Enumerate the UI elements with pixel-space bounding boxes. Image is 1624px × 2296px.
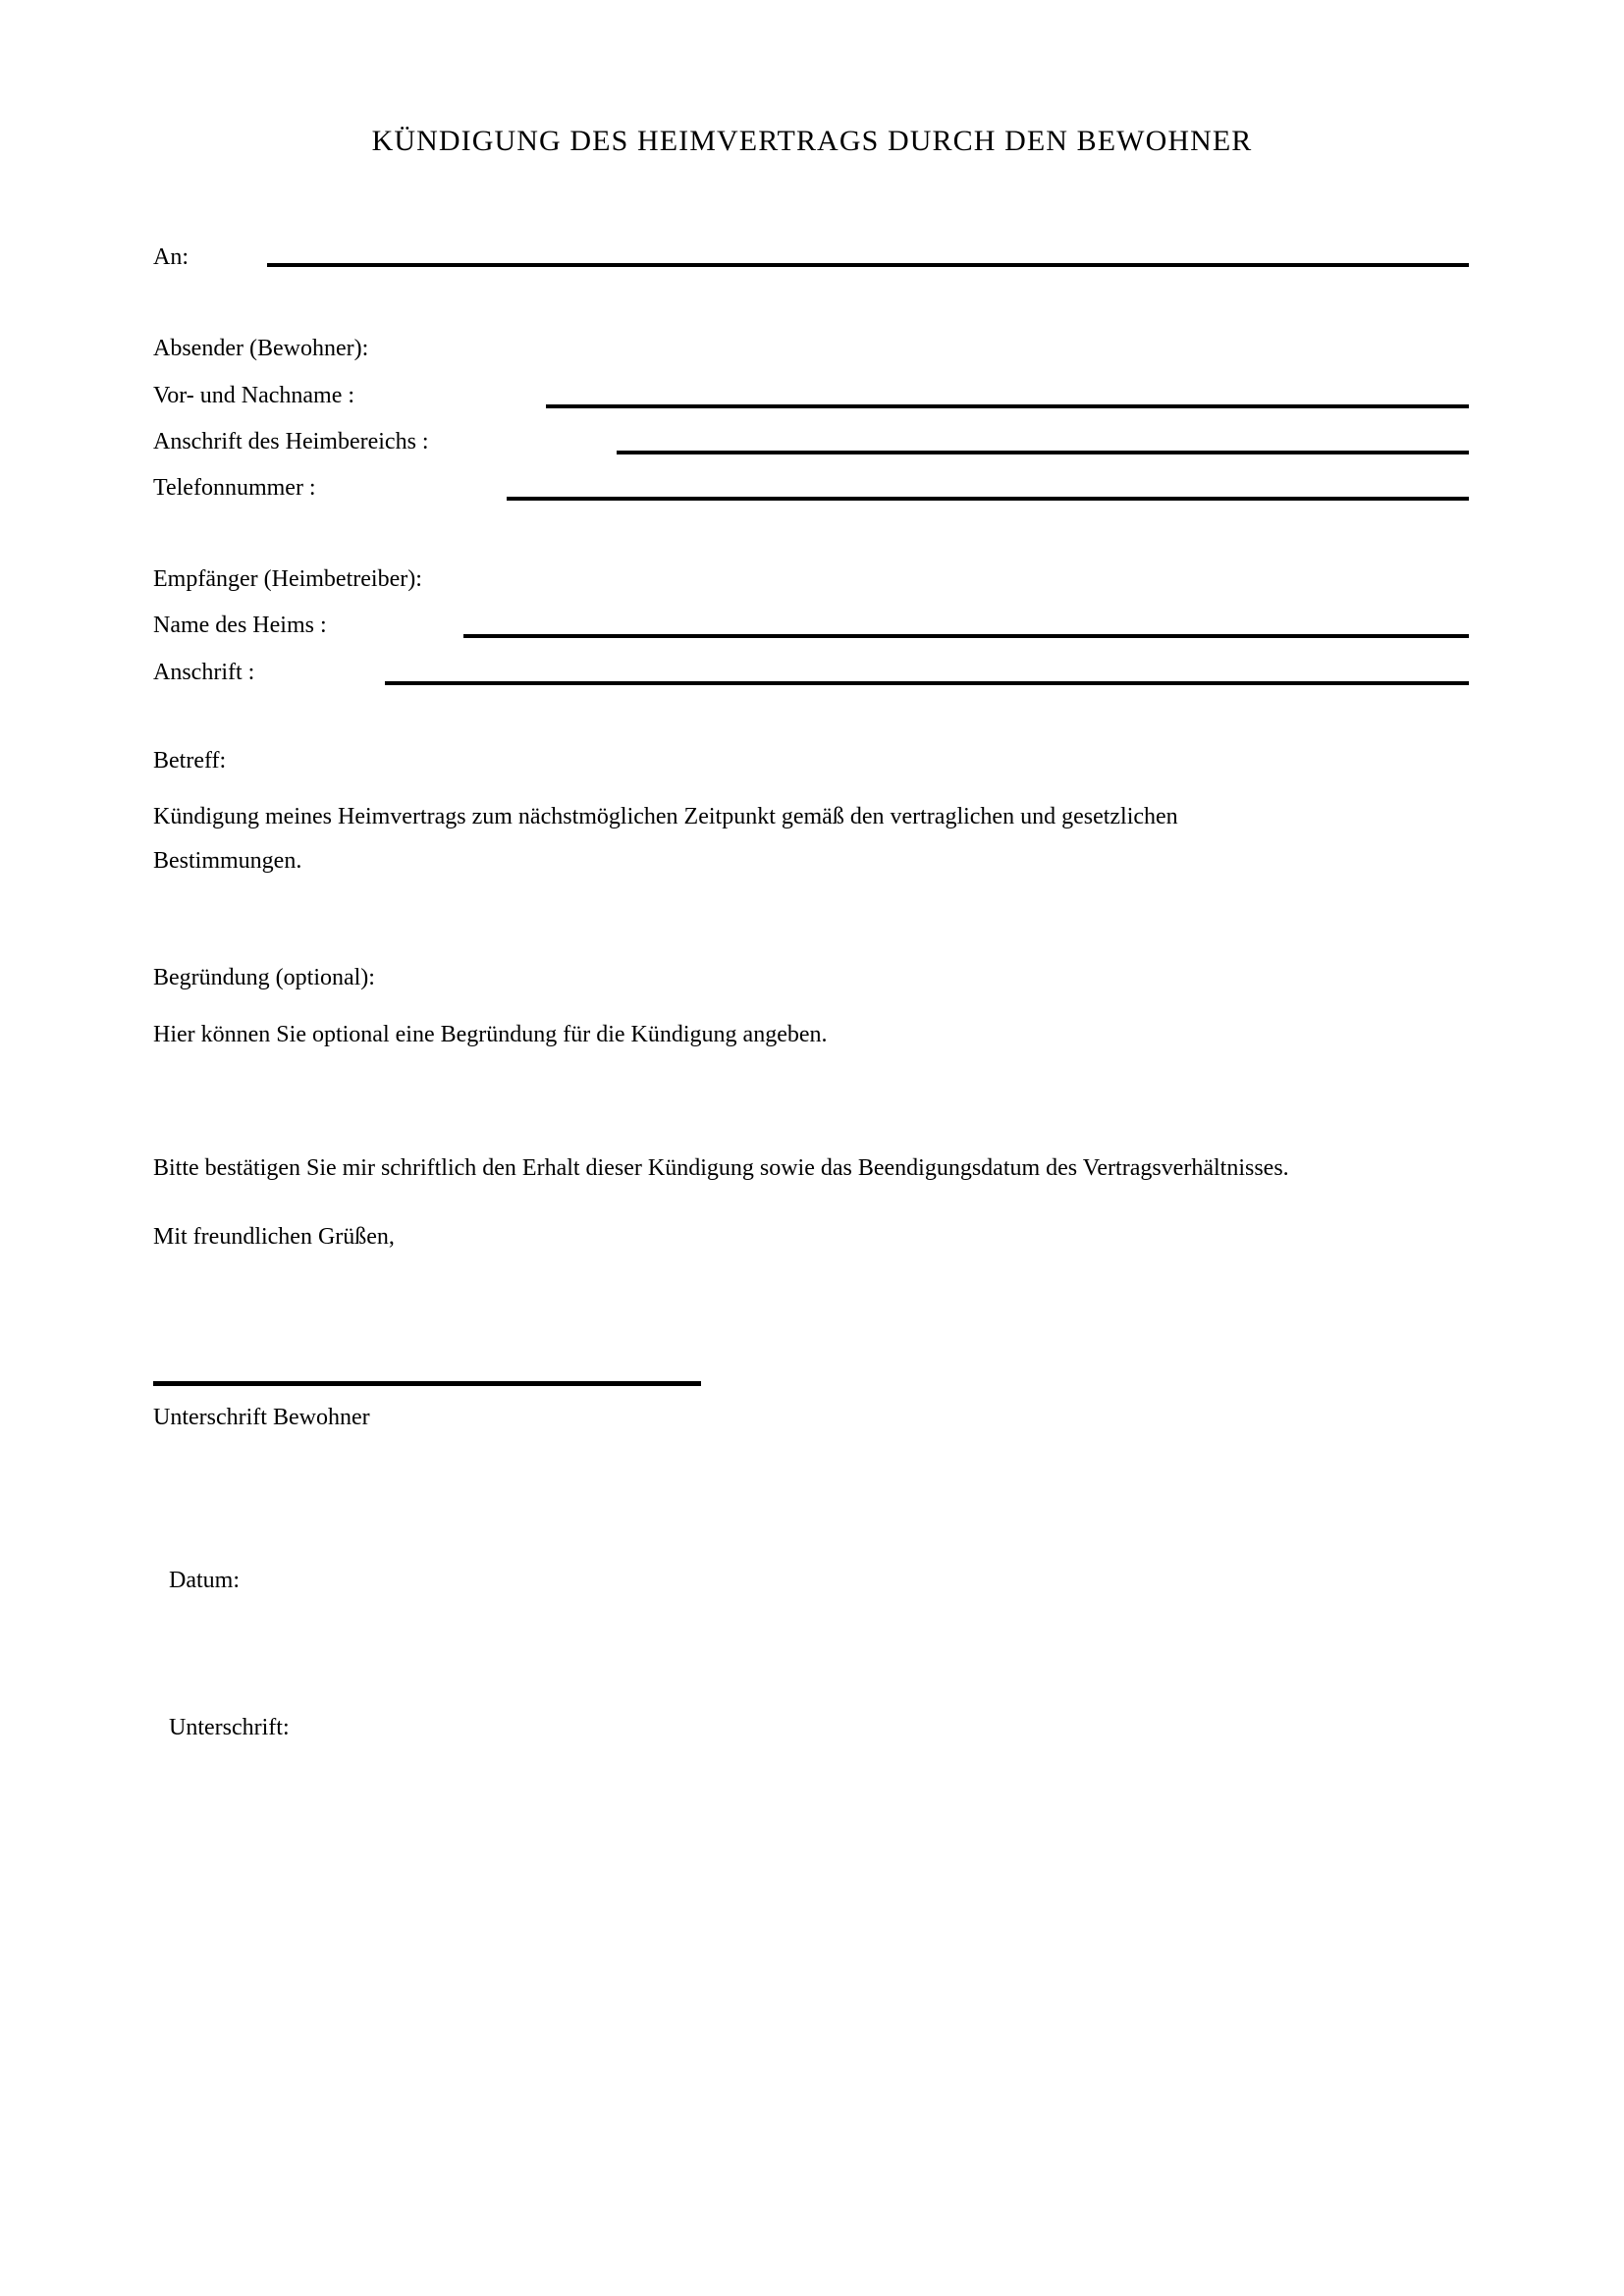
subject-text-line-2: Bestimmungen. bbox=[153, 848, 302, 874]
reason-text: Hier können Sie optional eine Begründung für die Kündigung angeben. bbox=[153, 1022, 828, 1047]
sender-heading: Absender (Bewohner): bbox=[153, 336, 369, 361]
sender-field-name-label: Vor- und Nachname : bbox=[153, 383, 355, 408]
page-title: KÜNDIGUNG DES HEIMVERTRAGS DURCH DEN BEWOHNER bbox=[371, 125, 1253, 157]
recipient-an-label: An: bbox=[153, 244, 189, 270]
subject-text-line-1: Kündigung meines Heimvertrags zum nächstmöglichen Zeitpunkt gemäß den vertraglichen und gesetzlichen bbox=[153, 804, 1178, 829]
operator-field-address-blank-line[interactable] bbox=[385, 681, 1469, 685]
operator-field-home-name-label: Name des Heims : bbox=[153, 613, 327, 638]
recipient-an-blank-line[interactable] bbox=[267, 263, 1469, 267]
date-label: Datum: bbox=[169, 1568, 240, 1593]
reason-heading: Begründung (optional): bbox=[153, 965, 375, 990]
resident-signature-blank-line[interactable] bbox=[153, 1381, 701, 1386]
closing-greeting: Mit freundlichen Grüßen, bbox=[153, 1224, 395, 1250]
sender-field-address-blank-line[interactable] bbox=[617, 451, 1469, 454]
resident-signature-caption: Unterschrift Bewohner bbox=[153, 1405, 370, 1430]
subject-heading: Betreff: bbox=[153, 748, 227, 774]
sender-field-address-label: Anschrift des Heimbereichs : bbox=[153, 429, 429, 454]
operator-field-home-name-blank-line[interactable] bbox=[463, 634, 1469, 638]
signature-label: Unterschrift: bbox=[169, 1715, 290, 1740]
operator-field-address-label: Anschrift : bbox=[153, 660, 255, 685]
operator-heading: Empfänger (Heimbetreiber): bbox=[153, 566, 422, 592]
sender-field-phone-blank-line[interactable] bbox=[507, 497, 1469, 501]
sender-field-name-blank-line[interactable] bbox=[546, 404, 1469, 408]
confirmation-request-text: Bitte bestätigen Sie mir schriftlich den Erhalt dieser Kündigung sowie das Beendigungsdatum des Vertragsverhältnisses. bbox=[153, 1155, 1289, 1181]
sender-field-phone-label: Telefonnummer : bbox=[153, 475, 316, 501]
